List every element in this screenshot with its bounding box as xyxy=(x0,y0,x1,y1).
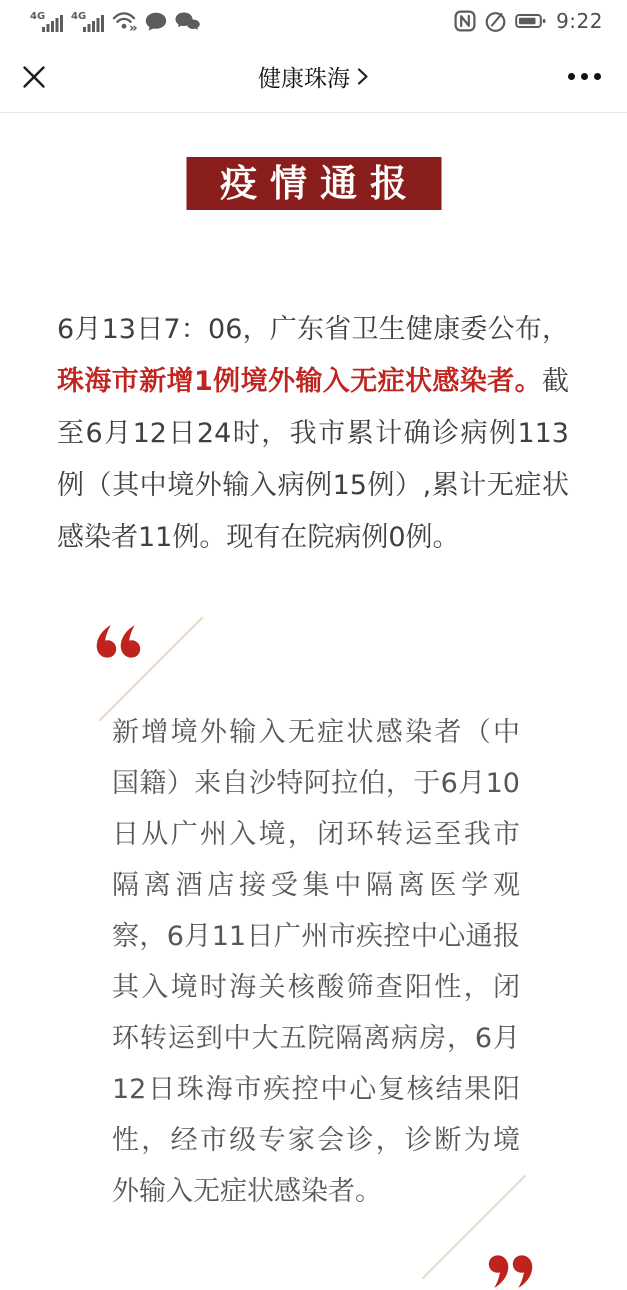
quote-line: 12日珠海市疾控中心复核结果阳 xyxy=(112,1074,520,1105)
paragraph-lead: 6月13日7：06，广东省卫生健康委公布， xyxy=(57,314,569,345)
svg-text:4G: 4G xyxy=(71,10,87,22)
x-close-icon xyxy=(22,65,46,89)
nfc-icon xyxy=(454,10,476,32)
status-bar-right xyxy=(454,9,603,33)
channel-title[interactable] xyxy=(258,60,369,93)
quote-line: 环转运到中大五院隔离病房，6月 xyxy=(112,1023,520,1054)
sms-bubble-icon xyxy=(144,11,168,32)
svg-text:4G: 4G xyxy=(30,10,46,22)
battery-icon xyxy=(515,13,546,29)
nav-bar xyxy=(0,40,627,113)
quote-block xyxy=(112,707,520,1217)
wifi-icon xyxy=(112,10,138,32)
alarm-clock-icon xyxy=(484,10,507,33)
quote-line: 外输入无症状感染者。 xyxy=(112,1176,382,1207)
quote-line: 国籍）来自沙特阿拉伯，于6月10 xyxy=(112,768,520,799)
signal-4g-sim2-icon xyxy=(71,10,106,33)
quote-line: 新增境外输入无症状感染者（中 xyxy=(112,717,520,748)
signal-4g-sim1-icon xyxy=(30,10,65,33)
quote-line: 察，6月11日广州市疾控中心通报 xyxy=(112,921,520,952)
close-button[interactable] xyxy=(22,40,46,113)
quote-open-icon xyxy=(93,623,141,660)
chevron-right-icon xyxy=(357,67,369,86)
quote-close-icon xyxy=(488,1253,536,1290)
quote-line: 性，经市级专家会诊，诊断为境 xyxy=(112,1125,520,1156)
wechat-icon xyxy=(174,11,201,32)
quote-line: 隔离酒店接受集中隔离医学观 xyxy=(112,870,520,901)
epidemic-banner: 疫情通报 xyxy=(186,157,441,210)
article-paragraph xyxy=(57,304,569,564)
status-bar xyxy=(0,0,627,40)
clock-time: 9:22 xyxy=(556,9,603,33)
channel-title-label: 健康珠海 xyxy=(258,65,350,92)
status-bar-left xyxy=(30,10,201,33)
quote-line: 其入境时海关核酸筛查阳性，闭 xyxy=(112,972,520,1003)
paragraph-rest: 截至6月12日24时，我市累计确诊病例113例（其中境外输入病例15例）,累计无症状感染者11例。现有在院病例0例。 xyxy=(57,366,569,553)
three-dots-icon xyxy=(568,73,575,80)
paragraph-highlight: 珠海市新增1例境外输入无症状感染者。 xyxy=(57,366,542,397)
quote-line: 日从广州入境，闭环转运至我市 xyxy=(112,819,520,850)
more-button[interactable] xyxy=(568,40,601,113)
